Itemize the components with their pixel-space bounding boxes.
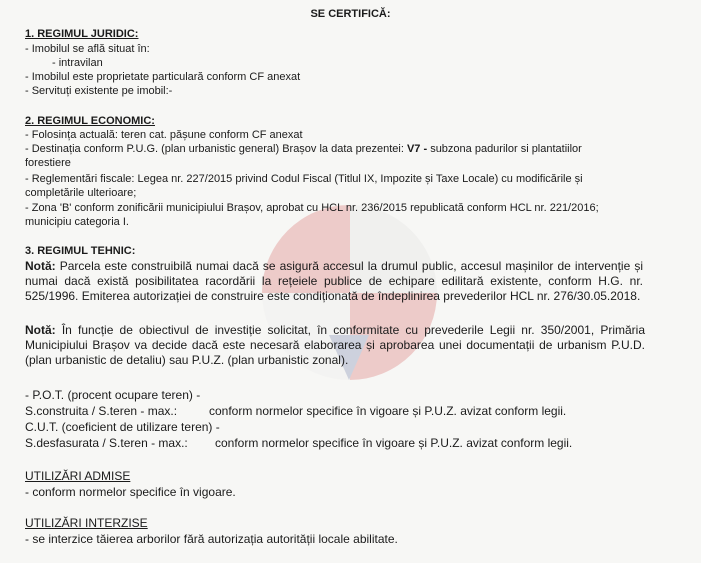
cut-label: C.U.T. (coeficient de utilizare teren) - [25, 420, 220, 434]
section-2-line: completările ulterioare; [25, 187, 137, 199]
section-1-line: - Imobilul este proprietate particulară conform CF anexat [25, 71, 301, 83]
section-3-heading: 3. REGIMUL TEHNIC: [25, 245, 136, 257]
pot-label: - P.O.T. (procent ocupare teren) - [25, 388, 201, 402]
section-2-heading: 2. REGIMUL ECONOMIC: [25, 115, 155, 127]
nota-1-paragraph: Notă: Parcela este construibilă numai dacă se asigură accesul la drumul public, accesul mașinilor de intervenție și numai dacă există posibilitatea racordării la rețeiele publice de echipare edilitară existente, conform H.G. nr. 525/1996. Emiterea autorizației de construire este condiționată de îndeplinirea prevederilor HCL nr. 276/30.05.2018. [25, 259, 643, 303]
section-2-line: - Zona 'B' conform zonificării municipiului Brașov, aprobat cu HCL nr. 236/2015 republicată conform HCL nr. 221/2016; [25, 202, 599, 214]
nota-2-paragraph: Notă: În funcție de obiectivul de investiție solicitat, în conformitate cu prevederile Legii nr. 350/2001, Primăria Municipiului Brașov va decide dacă este necesară elaborarea și aprobarea unei documentații de urbanism P.U.D. (plan urbanistic de detaliu) sau P.U.Z. (plan urbanistic zonal). [25, 323, 645, 367]
utilizari-interzise-heading: UTILIZĂRI INTERZISE [25, 516, 148, 530]
section-2-line: - Destinația conform P.U.G. (plan urbanistic general) Brașov la data prezentei: V7 - subzona padurilor si plantatiilor [25, 143, 582, 155]
section-2-line: municipiu categoria I. [25, 216, 129, 228]
utilizari-admise-heading: UTILIZĂRI ADMISE [25, 469, 131, 483]
pot-formula: S.construita / S.teren - max.: [25, 404, 178, 418]
section-1-line: - Imobilul se află situat în: [25, 43, 150, 55]
pot-value: conform normelor specifice în vigoare și P.U.Z. avizat conform legii. [209, 404, 567, 418]
section-1-heading: 1. REGIMUL JURIDIC: [25, 28, 139, 40]
section-2-line: forestiere [25, 157, 71, 169]
utilizari-admise-line: - conform normelor specifice în vigoare. [25, 485, 236, 499]
section-2-line: - Folosința actuală: teren cat. pășune conform CF anexat [25, 129, 303, 141]
document-title: SE CERTIFICĂ: [310, 8, 391, 20]
cut-formula: S.desfasurata / S.teren - max.: [25, 436, 188, 450]
section-2-line: - Reglementări fiscale: Legea nr. 227/2015 privind Codul Fiscal (Titlul IX, Impozite și Taxe Locale) cu modificările și [25, 173, 583, 185]
cut-value: conform normelor specifice în vigoare și P.U.Z. avizat conform legii. [215, 436, 573, 450]
section-1-line: - Servituți existente pe imobil:- [25, 85, 173, 97]
utilizari-interzise-line: - se interzice tăierea arborilor fără autorizația autorității locale abilitate. [25, 532, 398, 546]
section-1-line: - intravilan [52, 57, 103, 69]
